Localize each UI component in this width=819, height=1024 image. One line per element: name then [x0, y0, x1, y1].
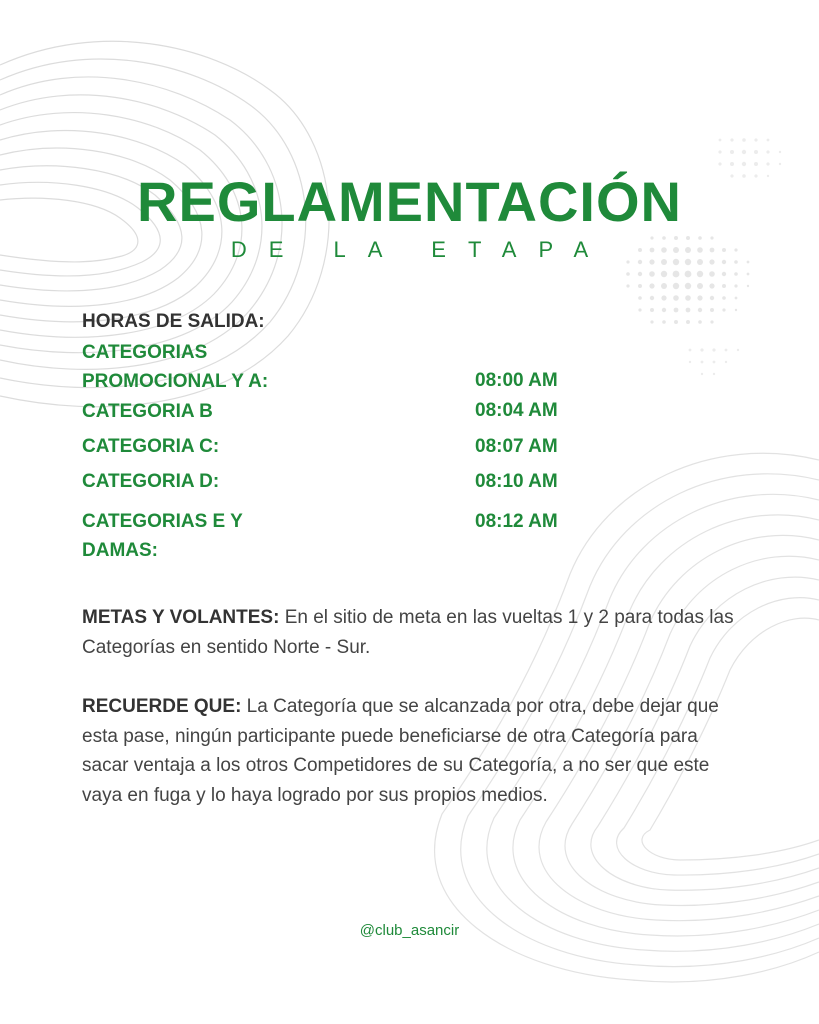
departures-heading: HORAS DE SALIDA:	[82, 311, 265, 332]
departure-time: 08:04 AM	[475, 400, 558, 421]
category-label: CATEGORIA C:	[82, 436, 220, 457]
departure-time: 08:12 AM	[475, 511, 558, 532]
category-label: CATEGORIAS E Y	[82, 511, 243, 532]
reminder-label: RECUERDE QUE:	[82, 696, 242, 717]
goals-paragraph	[82, 603, 742, 662]
category-label: PROMOCIONAL Y A:	[82, 371, 269, 392]
departure-time: 08:00 AM	[475, 370, 558, 391]
goals-text: En el sitio de meta en las vueltas 1 y 2 para todas las Categorías en sentido Norte - Sur.	[82, 607, 734, 658]
departure-time: 08:10 AM	[475, 471, 558, 492]
page-subtitle: DE LA ETAPA	[230, 237, 611, 262]
page-title: REGLAMENTACIÓN	[137, 170, 682, 233]
social-handle: @club_asancir	[359, 922, 460, 939]
category-label: CATEGORIA B	[82, 401, 213, 422]
reminder-text: La Categoría que se alcanzada por otra, debe dejar que esta pase, ningún participante puede beneficiarse de otra Categoría para sacar ventaja a los otros Competidores de su Categoría, a no ser que este vaya en fuga y lo haya logrado por sus propios medios.	[82, 696, 719, 806]
goals-label: METAS Y VOLANTES:	[82, 607, 280, 628]
departure-time: 08:07 AM	[475, 436, 558, 457]
category-label: CATEGORIAS	[82, 342, 208, 363]
category-label: DAMAS:	[82, 540, 158, 561]
category-label: CATEGORIA D:	[82, 471, 220, 492]
reminder-paragraph	[82, 692, 742, 810]
